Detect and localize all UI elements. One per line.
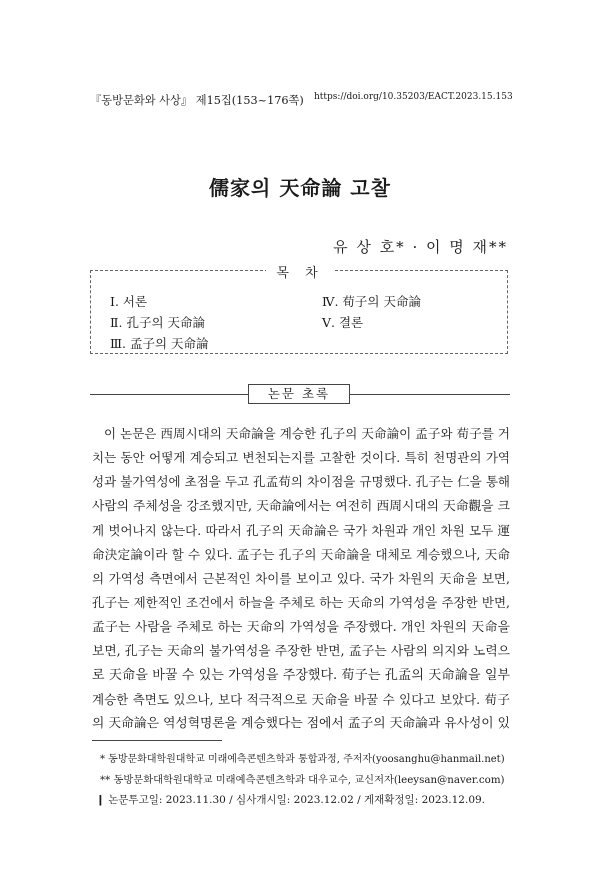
abstract-line: 命決定論이라 할 수 있다. 孟子는 孔子의 天命論을 대체로 계승했으나, 天命 [92, 547, 510, 563]
doi-link[interactable]: https://doi.org/10.35203/EACT.2023.15.153 [314, 92, 513, 102]
abstract-label: 논문 초록 [248, 384, 350, 404]
abstract-line: 孔子는 제한적인 조건에서 하늘을 주체로 하는 天命의 가역성을 주장한 반면, [92, 595, 510, 611]
abstract-line: 게 벗어나지 않는다. 따라서 孔子의 天命論은 국가 차원과 개인 차원 모두 運 [92, 522, 510, 538]
abstract-line: 치는 동안 어떻게 계승되고 변천되는지를 고찰한 것이다. 특히 천명관의 가역 [92, 450, 510, 466]
footnote-first-author: * 동방문화대학원대학교 미래예측콘텐츠학과 통합과정, 주저자(yoosanghu@hanmail.net) [100, 754, 505, 765]
toc-item-xunzi[interactable]: Ⅳ. 荀子의 天命論 [322, 294, 421, 309]
abstract-line: 孟子는 사람을 주체로 하는 天命의 가역성을 주장했다. 개인 차원의 天命을 [92, 619, 510, 635]
footnote-rule [92, 740, 222, 741]
abstract-line: 로 天命을 바꿀 수 있는 가역성을 주장했다. 荀子는 孔孟의 天命論을 일부 [92, 668, 510, 684]
authors: 유 상 호* · 이 명 재** [333, 238, 508, 256]
toc-heading: 목 차 [266, 266, 333, 281]
paper-title: 儒家의 天命論 고찰 [209, 176, 391, 200]
toc-item-intro[interactable]: Ⅰ. 서론 [110, 294, 148, 309]
abstract-line: 성과 불가역성에 초점을 두고 孔孟荀의 차이점을 규명했다. 孔子는 仁을 통해 [92, 474, 510, 490]
journal-info: 『동방문화와 사상』 제15집(153~176쪽) [90, 94, 304, 107]
toc-item-mencius[interactable]: Ⅲ. 孟子의 天命論 [110, 336, 209, 351]
toc-heading-wrap [0, 262, 600, 281]
abstract-line: 의 가역성 측면에서 근본적인 차이를 보이고 있다. 국가 차원의 天命을 보면, [92, 571, 510, 587]
abstract-line: 사람의 주체성을 강조했지만, 天命論에서는 여전히 西周시대의 天命觀을 크 [92, 498, 510, 514]
abstract-line: 계승한 측면도 있으나, 보다 적극적으로 天命을 바꿀 수 있다고 보았다. 荀子 [92, 692, 510, 708]
footnote-corresponding-author: ** 동방문화대학원대학교 미래예측콘텐츠학과 대우교수, 교신저자(leeysan@naver.com) [100, 774, 505, 786]
toc-item-conclusion[interactable]: Ⅴ. 결론 [322, 315, 364, 330]
toc-item-confucius[interactable]: Ⅱ. 孔子의 天命論 [110, 315, 205, 330]
abstract-line: 보면, 孔子는 天命의 불가역성을 주장한 반면, 孟子는 사람의 의지와 노력으 [92, 643, 510, 659]
abstract-line: 의 天命論은 역성혁명론을 계승했다는 점에서 孟子의 天命論과 유사성이 있 [92, 716, 510, 732]
footnote-dates: ❙ 논문투고일: 2023.11.30 / 심사개시일: 2023.12.02 / 게재확정일: 2023.12.09. [96, 794, 486, 806]
abstract-line: 이 논문은 西周시대의 天命論을 계승한 孔子의 天命論이 孟子와 荀子를 거 [104, 426, 510, 441]
abstract-body [92, 422, 510, 737]
